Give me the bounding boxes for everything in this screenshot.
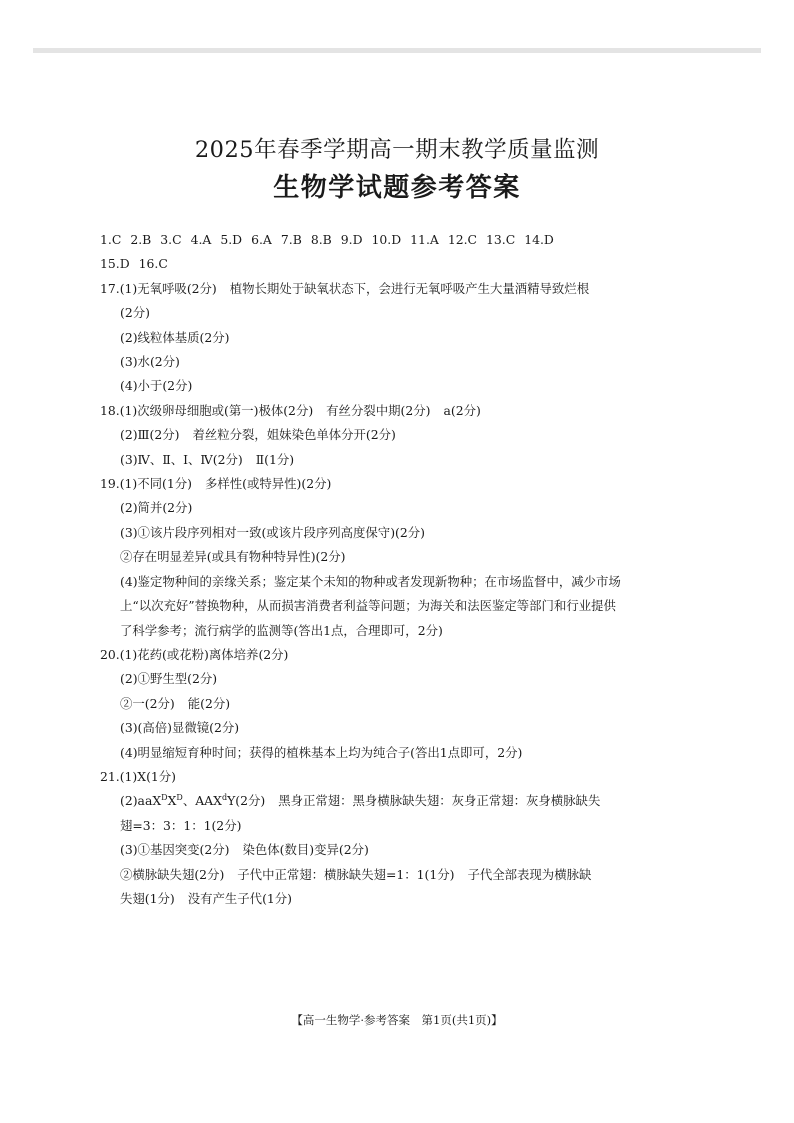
mc-answer: 11.A (410, 232, 439, 247)
q19-part1: 19.(1)不同(1分) 多样性(或特异性)(2分) (100, 476, 332, 492)
mc-answer: 4.A (190, 232, 212, 247)
q19-part4-line1: (4)鉴定物种间的亲缘关系；鉴定某个未知的物种或者发现新物种；在市场监督中，减少市场 (120, 573, 621, 589)
mc-answer: 13.C (486, 232, 516, 247)
q19-part4-line3: 了科学参考；流行病学的监测等(答出1点，合理即可，2分) (120, 622, 443, 638)
genotype-text: $(2)aaX^DX^D$、AAX$^d$Y(2分) (120, 793, 266, 809)
q19-part4-line2: 上“以次充好”替换物种，从而损害消费者利益等问题；为海关和法医鉴定等部门和行业提供 (120, 598, 616, 614)
q17-part2: (2)线粒体基质(2分) (120, 329, 230, 345)
mc-answer: 14.D (524, 232, 554, 247)
mc-answer: 5.D (220, 232, 243, 247)
q21-part2-line1 (100, 789, 700, 813)
q21-part3-2-line2: 失翅(1分) 没有产生子代(1分) (120, 890, 293, 906)
mc-answer: 12.C (447, 232, 478, 247)
q21-part3-1: (3)①基因突变(2分) 染色体(数目)变异(2分) (120, 842, 369, 858)
q20-part1: 20.(1)花药(或花粉)离体培养(2分) (100, 646, 289, 662)
mc-answer: 1.C (100, 232, 122, 247)
q20-part2-2: ②一(2分) 能(2分) (120, 695, 231, 711)
mc-answer: 2.B (130, 232, 152, 247)
q21-part3-2-line1: ②横脉缺失翅(2分) 子代中正常翅：横脉缺失翅=1：1(1分) 子代全部表现为横脉缺 (120, 866, 592, 882)
q18-part1: 18.(1)次级卵母细胞或(第一)极体(2分) 有丝分裂中期(2分) a(2分) (100, 402, 481, 418)
q20-part2-1: (2)①野生型(2分) (120, 671, 218, 687)
mc-answer: 10.D (371, 232, 402, 247)
top-rule (33, 48, 761, 53)
q19-part2: (2)简并(2分) (120, 500, 193, 516)
q19-part3-2: ②存在明显差异(或具有物种特异性)(2分) (120, 549, 346, 565)
mc-answer: 15.D (100, 256, 130, 272)
q17-part3: (3)水(2分) (120, 354, 180, 370)
q17-part4: (4)小于(2分) (120, 378, 193, 394)
mc-answers-row-1 (100, 228, 700, 252)
mc-answers-row-2 (100, 252, 700, 276)
mc-answer: 16.C (138, 256, 168, 272)
mc-answer: 6.A (251, 232, 272, 247)
answer-body (100, 228, 700, 911)
q20-part3: (3)(高倍)显微镜(2分) (120, 720, 240, 736)
mc-answer: 7.B (280, 232, 302, 247)
q17-part1-score: (2分) (120, 305, 150, 321)
q21-part2-line2: 翅=3：3：1：1(2分) (120, 817, 242, 833)
exam-title: 2025年春季学期高一期末教学质量监测 (194, 137, 600, 163)
page-footer: 【高一生物学·参考答案 第1页(共1页)】 (291, 1013, 503, 1027)
q18-part2: (2)Ⅲ(2分) 着丝粒分裂，姐妹染色单体分开(2分) (120, 427, 396, 443)
q17-part1: 17.(1)无氧呼吸(2分) 植物长期处于缺氧状态下，会进行无氧呼吸产生大量酒精导致烂根 (100, 280, 590, 296)
mc-answer: 9.D (340, 232, 363, 247)
q21-part1: 21.(1)X(1分) (100, 768, 177, 784)
q19-part3-1: (3)①该片段序列相对一致(或该片段序列高度保守)(2分) (120, 524, 425, 540)
q18-part3: (3)Ⅳ、Ⅱ、Ⅰ、Ⅳ(2分) Ⅱ(1分) (120, 451, 295, 467)
mc-answer: 3.C (160, 232, 182, 247)
phenotype-ratio: 黑身正常翅：黑身横脉缺失翅：灰身正常翅：灰身横脉缺失 (278, 793, 601, 809)
answer-key-title: 生物学试题参考答案 (273, 173, 521, 203)
q20-part4: (4)明显缩短育种时间；获得的植株基本上均为纯合子(答出1点即可，2分) (120, 744, 523, 760)
mc-answer: 8.B (310, 232, 332, 247)
